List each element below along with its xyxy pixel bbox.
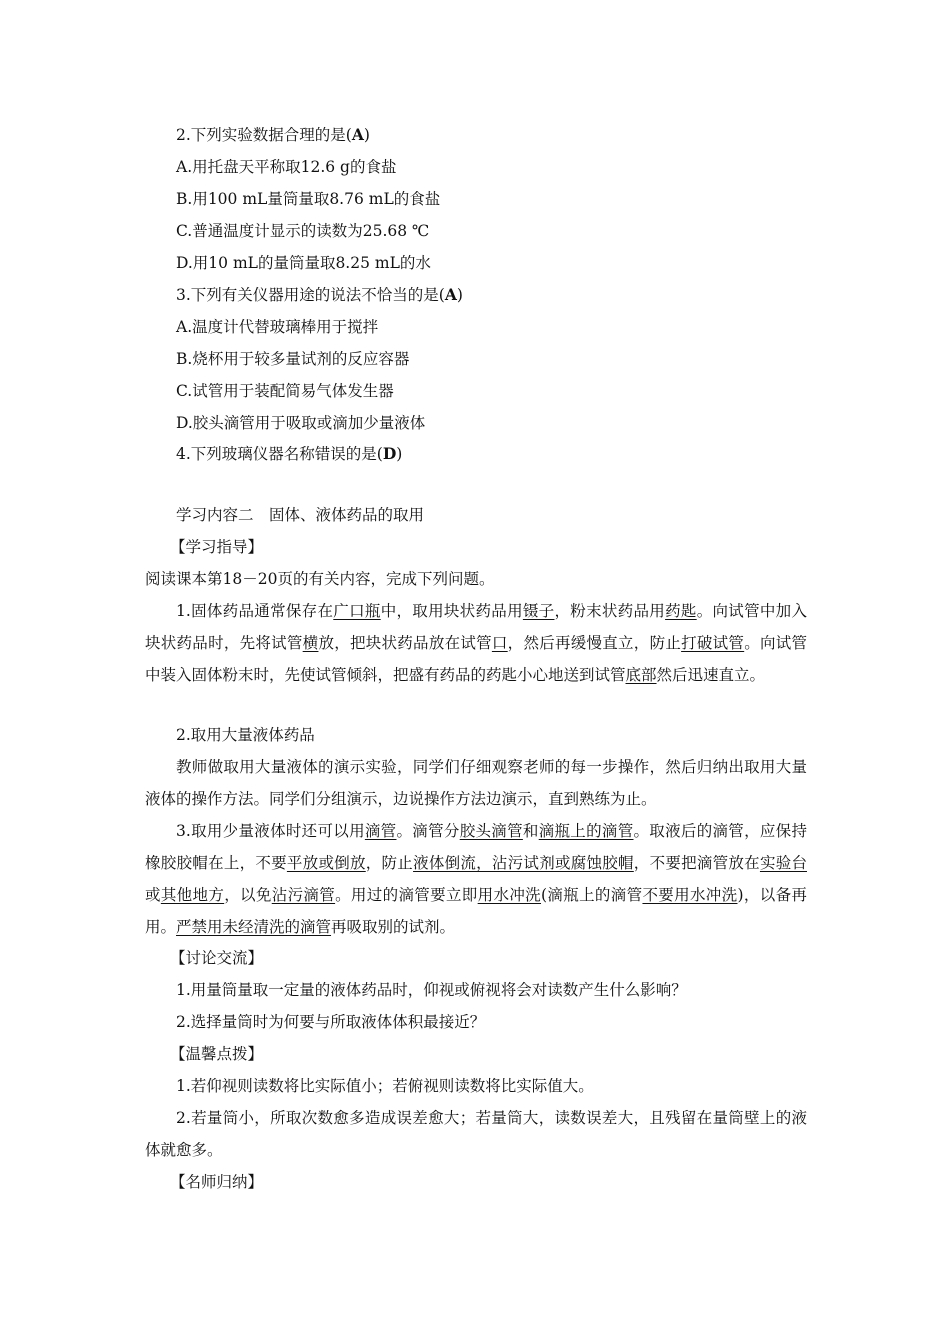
answer-blank: 镊子 — [522, 602, 555, 620]
answer-blank: 沾污滴管 — [271, 886, 336, 904]
paragraph-solid-reagents: 1.固体药品通常保存在广口瓶中，取用块状药品用镊子，粉末状药品用药匙。向试管中加入块状药品时，先将试管横放，把块状药品放在试管口，然后再缓慢直立，防止打破试管。向试管中装入固体粉末时，先使试管倾斜，把盛有药品的药匙小心地送到试管底部然后迅速直立。 — [145, 602, 807, 684]
answer-blank: 滴管 — [364, 822, 397, 840]
answer-blank: 打破试管 — [681, 634, 745, 652]
answer-blank: 液体倒流，沾污试剂或腐蚀胶帽 — [413, 854, 634, 872]
question-2-answer: A — [351, 125, 364, 144]
tips-heading: 【温馨点拨】 — [170, 1045, 264, 1063]
question-2-option-a: A.用托盘天平称取12.6 g的食盐 — [176, 158, 397, 176]
question-4-answer: D — [382, 444, 397, 463]
tip-item-1: 1.若仰视则读数将比实际值小；若俯视则读数将比实际值大。 — [176, 1077, 594, 1095]
paragraph-demo: 教师做取用大量液体的演示实验，同学们仔细观察老师的每一步操作，然后归纳出取用大量液体的操作方法。同学们分组演示，边说操作方法边演示，直到熟练为止。 — [145, 758, 807, 808]
question-3-stem: 3.下列有关仪器用途的说法不恰当的是(A) — [176, 285, 463, 304]
discussion-heading: 【讨论交流】 — [170, 949, 264, 967]
answer-blank: 口 — [491, 634, 508, 652]
discussion-item-2: 2.选择量筒时为何要与所取液体体积最接近？ — [176, 1013, 486, 1031]
paragraph-large-liquid-heading: 2.取用大量液体药品 — [176, 726, 315, 744]
question-3-option-d: D.胶头滴管用于吸取或滴加少量液体 — [176, 414, 426, 432]
question-2-stem: 2.下列实验数据合理的是(A) — [176, 125, 370, 144]
answer-blank: 用水冲洗 — [477, 886, 542, 904]
answer-blank: 胶头滴管 — [459, 822, 523, 840]
answer-blank: 广口瓶 — [333, 602, 381, 620]
question-3-option-b: B.烧杯用于较多量试剂的反应容器 — [176, 350, 410, 368]
question-3-option-a: A.温度计代替玻璃棒用于搅拌 — [176, 318, 379, 336]
guide-heading: 【学习指导】 — [170, 538, 264, 556]
tip-item-2: 2.若量筒小，所取次数愈多造成误差愈大；若量筒大，读数误差大，且残留在量筒壁上的液体就愈多。 — [145, 1109, 807, 1159]
discussion-item-1: 1.用量筒量取一定量的液体药品时，仰视或俯视将会对读数产生什么影响？ — [176, 981, 687, 999]
answer-blank: 平放或倒放 — [286, 854, 366, 872]
question-2-option-c: C.普通温度计显示的读数为25.68 ℃ — [176, 222, 430, 240]
guide-intro: 阅读课本第18－20页的有关内容，完成下列问题。 — [145, 570, 495, 588]
answer-blank: 药匙 — [665, 602, 697, 620]
question-3-answer: A — [444, 285, 457, 304]
summary-heading: 【名师归纳】 — [170, 1173, 264, 1191]
paragraph-dropper: 3.取用少量液体时还可以用滴管。滴管分胶头滴管和滴瓶上的滴管。取液后的滴管，应保持橡胶胶帽在上，不要平放或倒放，防止液体倒流，沾污试剂或腐蚀胶帽，不要把滴管放在实验台或其他地方，以免沾污滴管。用过的滴管要立即用水冲洗(滴瓶上的滴管不要用水冲洗)，以备再用。严禁用未经清洗的滴管再吸取别的试剂。 — [145, 822, 807, 936]
answer-blank: 横 — [302, 634, 319, 652]
answer-blank: 不要用水冲洗 — [642, 886, 738, 904]
question-2-option-d: D.用10 mL的量筒量取8.25 mL的水 — [176, 254, 431, 272]
question-2-option-b: B.用100 mL量筒量取8.76 mL的食盐 — [176, 190, 441, 208]
answer-blank: 严禁用未经清洗的滴管 — [176, 918, 332, 936]
section-title: 学习内容二 固体、液体药品的取用 — [176, 506, 425, 524]
question-3-option-c: C.试管用于装配简易气体发生器 — [176, 382, 394, 400]
answer-blank: 滴瓶上的滴管 — [538, 822, 634, 840]
question-4-stem: 4.下列玻璃仪器名称错误的是(D) — [176, 444, 403, 463]
answer-blank: 实验台 — [759, 854, 807, 872]
answer-blank: 其他地方 — [160, 886, 225, 904]
answer-blank: 底部 — [625, 666, 657, 684]
